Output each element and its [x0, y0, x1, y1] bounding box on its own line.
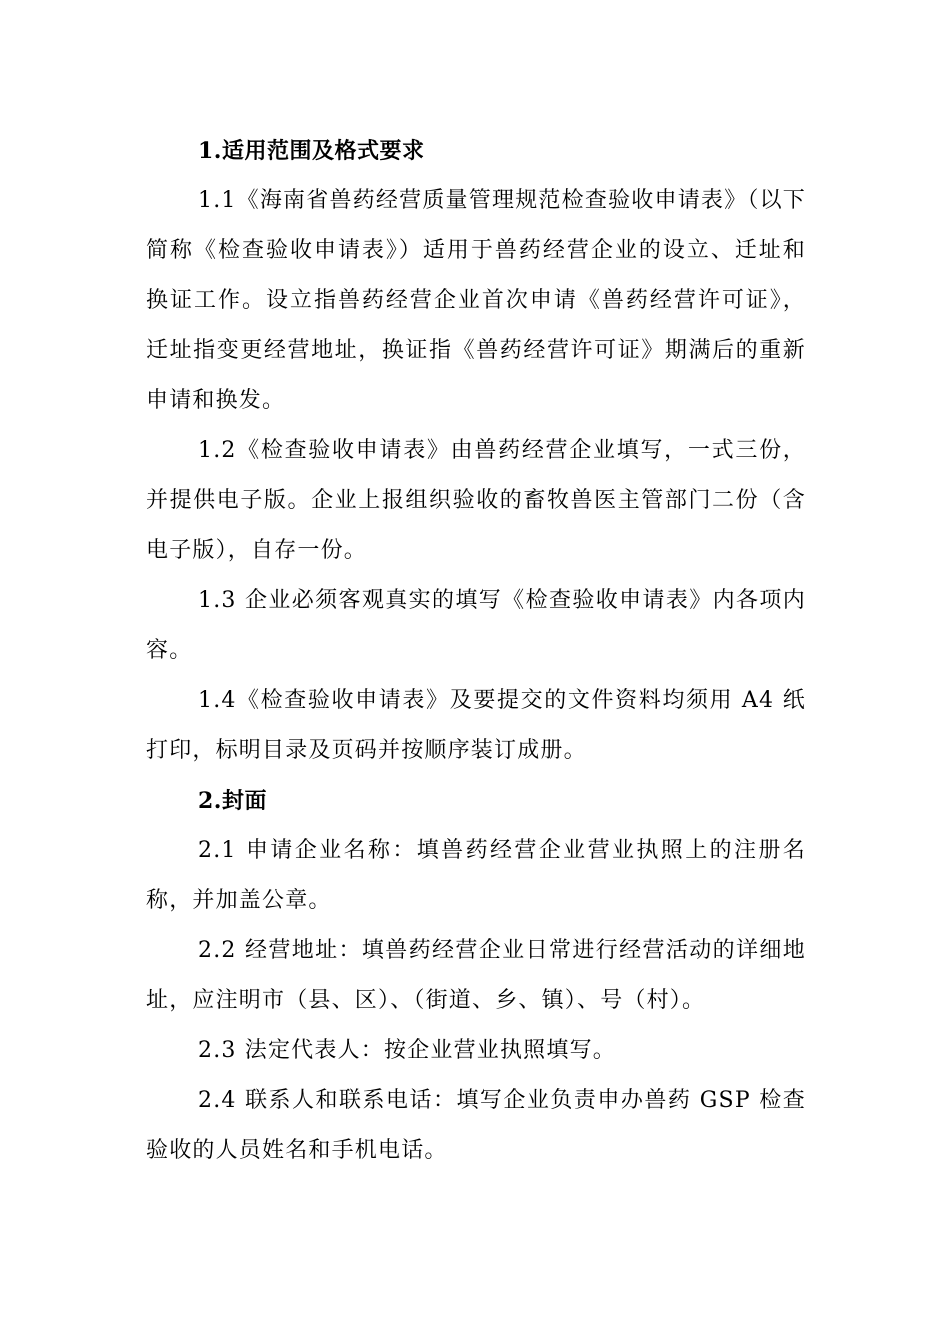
paragraph: 2.3 法定代表人：按企业营业执照填写。	[198, 1038, 616, 1063]
document-body	[146, 126, 806, 1176]
paragraph: 2.1 申请企业名称：填兽药经营企业营业执照上的注册名称，并加盖公章。	[146, 838, 806, 913]
paragraph: 1.3 企业必须客观真实的填写《检查验收申请表》内各项内容。	[146, 588, 806, 663]
paragraph: 2.2 经营地址：填兽药经营企业日常进行经营活动的详细地址，应注明市（县、区）、（街道、乡、镇）、号（村）。	[146, 938, 806, 1013]
paragraph: 2.4 联系人和联系电话：填写企业负责申办兽药 GSP 检查验收的人员姓名和手机电话。	[146, 1088, 806, 1163]
paragraph: 1.4《检查验收申请表》及要提交的文件资料均须用 A4 纸打印，标明目录及页码并按顺序装订成册。	[146, 688, 806, 763]
paragraph: 1.2《检查验收申请表》由兽药经营企业填写，一式三份，并提供电子版。企业上报组织验收的畜牧兽医主管部门二份（含电子版），自存一份。	[146, 438, 806, 563]
paragraph: 1.1《海南省兽药经营质量管理规范检查验收申请表》（以下简称《检查验收申请表》）适用于兽药经营企业的设立、迁址和换证工作。设立指兽药经营企业首次申请《兽药经营许可证》，迁址指变更经营地址，换证指《兽药经营许可证》期满后的重新申请和换发。	[146, 188, 806, 413]
section-heading: 2.封面	[198, 788, 267, 814]
section-heading: 1.适用范围及格式要求	[198, 138, 425, 164]
